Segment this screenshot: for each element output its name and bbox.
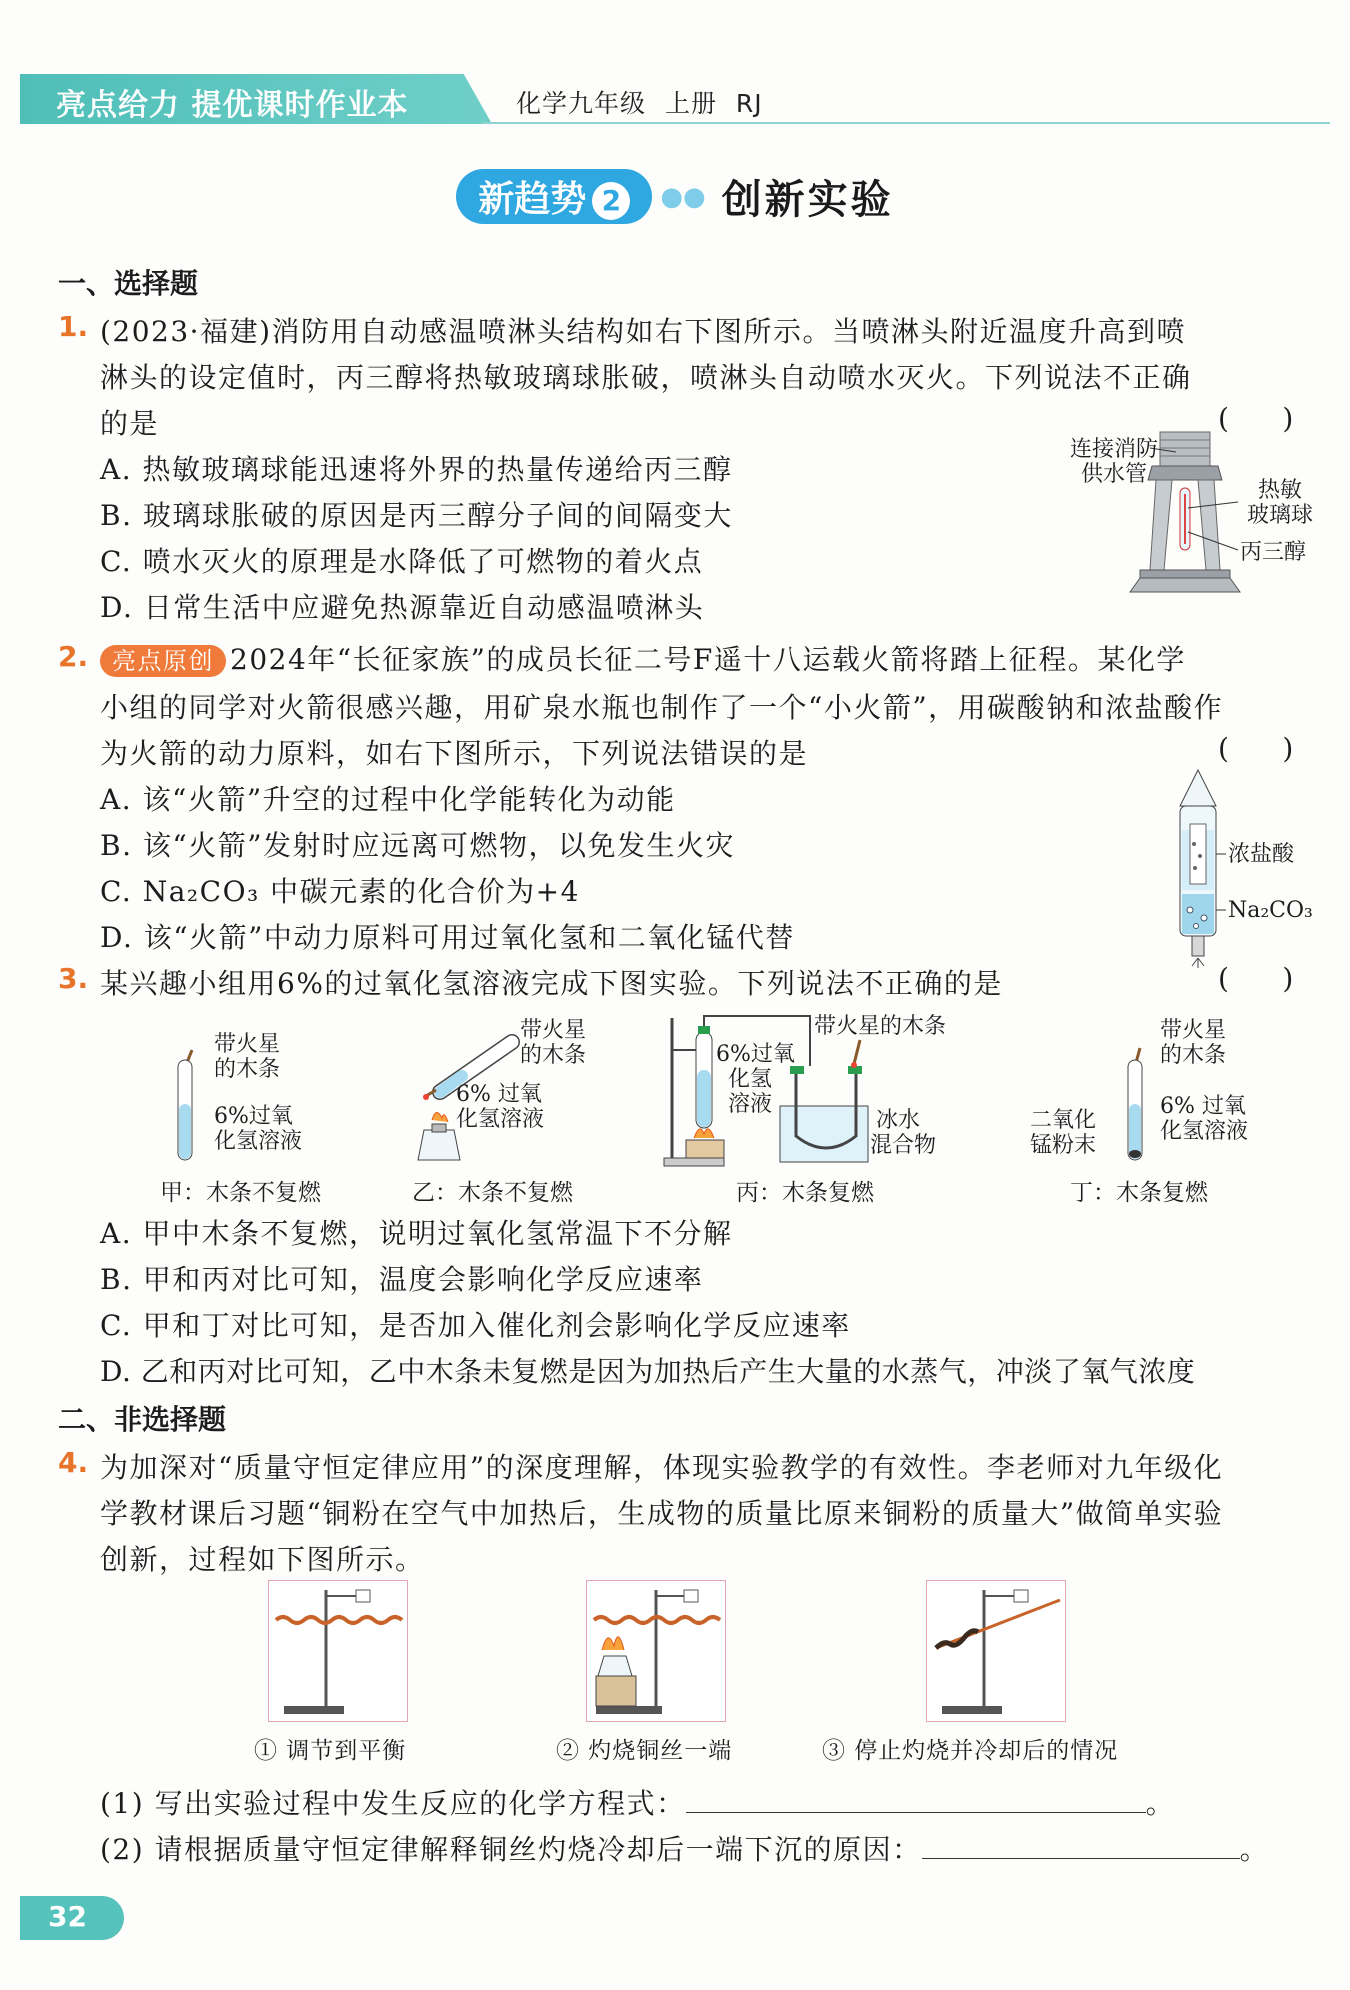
trend-badge-label: 新趋势 bbox=[478, 179, 587, 220]
header-series-title: 亮点给力 提优课时作业本 bbox=[56, 88, 409, 123]
label-ding-solution: 6% 过氧 化氢溶液 bbox=[1160, 1094, 1249, 1144]
caption-ding: 丁：木条复燃 bbox=[1070, 1180, 1208, 1206]
panel-heating bbox=[586, 1580, 726, 1722]
q2-option: C. Na₂CO₃ 中碳元素的化合价为+4 bbox=[100, 875, 580, 908]
question-number: 4. bbox=[58, 1446, 89, 1479]
trend-number: 2 bbox=[592, 182, 630, 220]
caption-panel-1: ① 调节到平衡 bbox=[254, 1738, 407, 1764]
q1-option: D. 日常生活中应避免热源靠近自动感温喷淋头 bbox=[100, 591, 705, 624]
q1-stem-line: (2023·福建)消防用自动感温喷淋头结构如右下图所示。当喷淋头附近温度升高到喷 bbox=[100, 315, 1187, 348]
caption-yi: 乙：木条不复燃 bbox=[412, 1180, 573, 1206]
q2-option: D. 该“火箭”中动力原料可用过氧化氢和二氧化锰代替 bbox=[100, 921, 795, 954]
label-ding-mno2: 二氧化 锰粉末 bbox=[1030, 1108, 1097, 1158]
label-sodium-carbonate: Na₂CO₃ bbox=[1228, 898, 1313, 923]
q2-stem-line: 为火箭的动力原料，如右下图所示，下列说法错误的是 bbox=[100, 737, 809, 770]
page-title: 创新实验 bbox=[721, 177, 894, 223]
question-number: 1. bbox=[58, 310, 89, 343]
page-header bbox=[20, 74, 1330, 124]
header-book-info: 化学九年级 上册 RJ bbox=[516, 89, 763, 118]
caption-panel-2: ② 灼烧铜丝一端 bbox=[556, 1738, 733, 1764]
question-number: 3. bbox=[58, 962, 89, 995]
q4-stem-line: 创新，过程如下图所示。 bbox=[100, 1543, 425, 1576]
original-badge: 亮点原创 bbox=[100, 645, 226, 677]
dots-decoration: ●● bbox=[660, 181, 706, 212]
label-yi-splint: 带火星 的木条 bbox=[520, 1018, 587, 1068]
label-glass-ball: 热敏 玻璃球 bbox=[1246, 478, 1313, 528]
q3-option: A. 甲中木条不复燃，说明过氧化氢常温下不分解 bbox=[100, 1217, 733, 1250]
q3-stem-line: 某兴趣小组用6%的过氧化氢溶液完成下图实验。下列说法不正确的是 bbox=[100, 967, 1003, 1000]
answer-parentheses: ( ) bbox=[1218, 732, 1294, 765]
bottle-rocket-illustration bbox=[1168, 770, 1228, 970]
label-bing-solution: 6%过氧 化氢 溶液 bbox=[716, 1042, 795, 1117]
label-ding-splint: 带火星 的木条 bbox=[1160, 1018, 1227, 1068]
panel-balance bbox=[268, 1580, 408, 1722]
section-heading-nonchoice: 二、非选择题 bbox=[58, 1403, 227, 1436]
header-rule bbox=[482, 122, 1330, 124]
q3-option: C. 甲和丁对比可知，是否加入催化剂会影响化学反应速率 bbox=[100, 1309, 851, 1342]
q1-stem-line: 的是 bbox=[100, 407, 160, 440]
q1-option: B. 玻璃球胀破的原因是丙三醇分子间的间隔变大 bbox=[100, 499, 733, 532]
label-pipe: 连接消防 供水管 bbox=[1069, 437, 1158, 487]
caption-jia: 甲：木条不复燃 bbox=[160, 1180, 321, 1206]
page-number: 32 bbox=[48, 1900, 87, 1933]
q2-stem-line bbox=[100, 638, 1186, 678]
label-jia-solution: 6%过氧 化氢溶液 bbox=[214, 1104, 303, 1154]
label-jia-splint: 带火星 的木条 bbox=[214, 1032, 281, 1082]
section-heading-choice: 一、选择题 bbox=[58, 267, 199, 300]
q1-option: A. 热敏玻璃球能迅速将外界的热量传递给丙三醇 bbox=[100, 453, 733, 486]
q2-stem-line: 小组的同学对火箭很感兴趣，用矿泉水瓶也制作了一个“小火箭”，用碳酸钠和浓盐酸作 bbox=[100, 691, 1224, 724]
caption-panel-3: ③ 停止灼烧并冷却后的情况 bbox=[822, 1738, 1119, 1764]
trend-badge bbox=[456, 169, 652, 224]
question-number: 2. bbox=[58, 640, 89, 673]
answer-blank[interactable] bbox=[922, 1858, 1240, 1859]
q1-option: C. 喷水灭火的原理是水降低了可燃物的着火点 bbox=[100, 545, 704, 578]
q1-stem-line: 淋头的设定值时，丙三醇将热敏玻璃球胀破，喷淋头自动喷水灭火。下列说法不正确 bbox=[100, 361, 1192, 394]
q2-option: B. 该“火箭”发射时应远离可燃物，以免发生火灾 bbox=[100, 829, 736, 862]
label-yi-solution: 6% 过氧 化氢溶液 bbox=[456, 1082, 545, 1132]
q4-stem-line: 学教材课后习题“铜粉在空气中加热后，生成物的质量比原来铜粉的质量大”做简单实验 bbox=[100, 1497, 1224, 1530]
label-hydrochloric-acid: 浓盐酸 bbox=[1228, 842, 1295, 867]
q4-stem-line: 为加深对“质量守恒定律应用”的深度理解，体现实验教学的有效性。李老师对九年级化 bbox=[100, 1451, 1224, 1484]
label-glycerol: 丙三醇 bbox=[1240, 540, 1307, 565]
q2-stem-text: 2024年“长征家族”的成员长征二号F遥十八运载火箭将踏上征程。某化学 bbox=[230, 643, 1186, 676]
answer-blank[interactable] bbox=[686, 1812, 1146, 1813]
label-bing-splint: 带火星的木条 bbox=[814, 1014, 947, 1039]
q4-sub-question-1: (1) 写出实验过程中发生反应的化学方程式： 。 bbox=[100, 1787, 1176, 1820]
section-title bbox=[0, 168, 1350, 225]
answer-parentheses: ( ) bbox=[1218, 962, 1294, 995]
q4-sub-question-2: (2) 请根据质量守恒定律解释铜丝灼烧冷却后一端下沉的原因： 。 bbox=[100, 1833, 1270, 1866]
caption-bing: 丙：木条复燃 bbox=[736, 1180, 874, 1206]
q2-option: A. 该“火箭”升空的过程中化学能转化为动能 bbox=[100, 783, 676, 816]
panel-cooled bbox=[926, 1580, 1066, 1722]
label-bing-ice-water: 冰水 混合物 bbox=[870, 1108, 937, 1158]
answer-parentheses: ( ) bbox=[1218, 402, 1294, 435]
q3-option: B. 甲和丙对比可知，温度会影响化学反应速率 bbox=[100, 1263, 704, 1296]
q3-option: D. 乙和丙对比可知，乙中木条未复燃是因为加热后产生大量的水蒸气，冲淡了氧气浓度 bbox=[100, 1355, 1196, 1388]
experiment-ding-tube bbox=[1120, 1040, 1160, 1170]
